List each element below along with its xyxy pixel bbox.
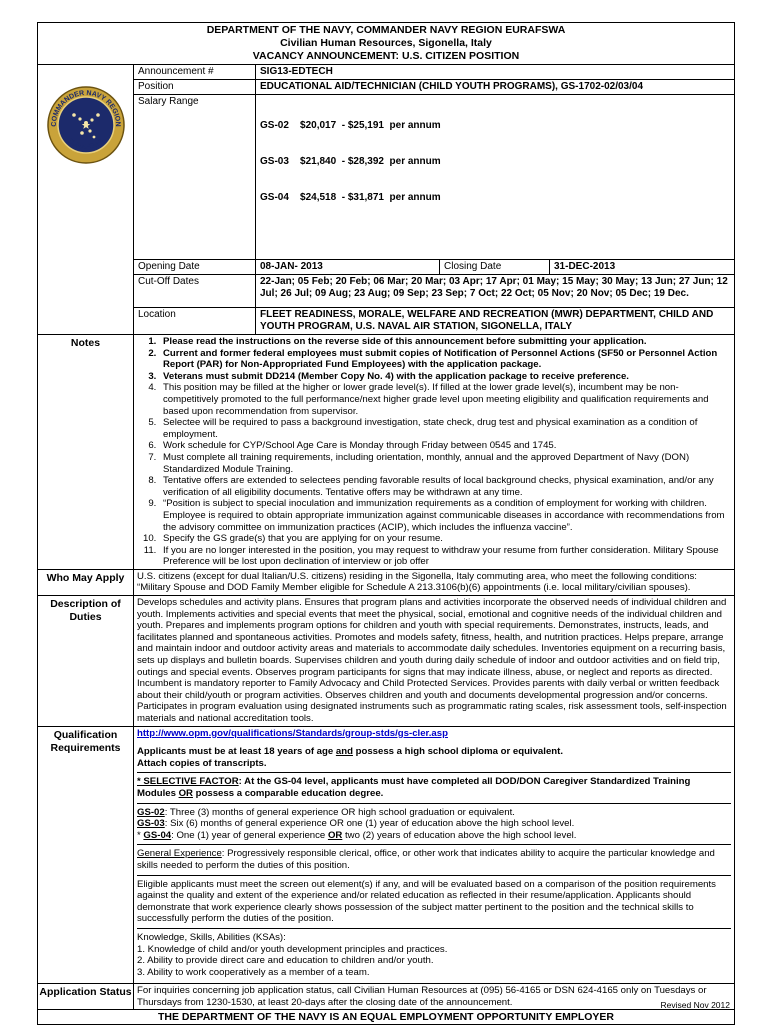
age-requirement: Applicants must be at least 18 years of age and possess a high school diploma or equivalent. — [137, 746, 563, 758]
ksa-item: 3. Ability to work cooperatively as a member of a team. — [137, 966, 370, 978]
eeo-statement: THE DEPARTMENT OF THE NAVY IS AN EQUAL EMPLOYMENT OPPORTUNITY EMPLOYER — [157, 1011, 614, 1024]
who-may-apply-section — [38, 570, 734, 596]
position-label: Position — [134, 80, 256, 94]
who-may-apply-label: Who May Apply — [38, 570, 134, 595]
selective-factor: * SELECTIVE FACTOR: At the GS-04 level, applicants must have completed all DOD/DON Caregiver Standardized Training Modules OR possess a comparable education degree. — [137, 772, 731, 799]
notes-content — [134, 335, 734, 569]
ksa-title: Knowledge, Skills, Abilities (KSAs): — [137, 931, 286, 943]
salary-line: GS-02 $20,017 - $25,191 per annum — [260, 120, 441, 131]
vacancy-announcement — [37, 22, 735, 1025]
ksa-item: 1. Knowledge of child and/or youth development principles and practices. — [137, 943, 448, 955]
salary-row — [134, 95, 734, 260]
qualifications-label: Qualification Requirements — [38, 727, 134, 984]
header-line-2: Civilian Human Resources, Sigonella, Italy — [280, 37, 492, 49]
eligibility-text: Eligible applicants must meet the screen out element(s) if any, and will be evaluated based on a comparison of the position requirements against the quality and extent of the experience and/or related education as reflected in their resume/application. Applicants should demonstrate that work experience clearly shows possession of the subject matter pertinent to the position and the technical skills to successfully perform the duties of the position. — [137, 875, 731, 925]
grade-requirements — [137, 803, 731, 842]
who-may-apply-text: U.S. citizens (except for dual Italian/U.S. citizens) residing in the Sigonella, Italy commuting area, who meet the following conditions: “Military Spouse and DOD Family Member eligible for Schedule A 213.3106(b)(6) appointments (i.e. local military/civilian spouses). — [137, 570, 697, 594]
position-value: EDUCATIONAL AID/TECHNICIAN (CHILD YOUTH PROGRAMS), GS-1702-02/03/04 — [260, 81, 644, 92]
announcement-number-row — [134, 65, 734, 80]
note-item: 6. Work schedule for CYP/School Age Care is Monday through Friday between 0545 and 1745. — [159, 440, 731, 452]
location-value: FLEET READINESS, MORALE, WELFARE AND RECREATION (MWR) DEPARTMENT, CHILD AND YOUTH PROGRAM, U.S. NAVAL AIR STATION, SIGONELLA, ITALY — [260, 309, 714, 332]
opening-date-value: 08-JAN- 2013 — [256, 260, 440, 274]
note-item: 7. Must complete all training requirements, including orientation, monthly, annual and the approved Department of Navy (DON) Standardized Module Training. — [159, 452, 731, 475]
duties-label: Description of Duties — [38, 596, 134, 726]
closing-date-value: 31-DEC-2013 — [554, 261, 616, 272]
header-line-1: DEPARTMENT OF THE NAVY, COMMANDER NAVY REGION EURAFSWA — [206, 24, 566, 36]
note-item: 1. Please read the instructions on the reverse side of this announcement before submitting your application. — [159, 336, 731, 348]
svg-text:COMMANDER NAVY REGION: COMMANDER NAVY REGION — [50, 89, 121, 127]
svg-text:EURAFSWA: EURAFSWA — [65, 137, 106, 151]
qualification-standards-link[interactable]: http://www.opm.gov/qualifications/Standards/group-stds/gs-cler.asp — [137, 727, 448, 739]
grade-item: GS-02: Three (3) months of general experience OR high school graduation or equivalent. — [137, 806, 515, 818]
announcement-number-label: Announcement # — [134, 65, 256, 79]
note-item: 5. Selectee will be required to pass a background investigation, state check, drug test and physical examination as a condition of employment. — [159, 417, 731, 440]
notes-list — [137, 336, 731, 568]
closing-date-label: Closing Date — [440, 260, 550, 274]
transcripts-note: Attach copies of transcripts. — [137, 757, 267, 769]
cutoff-label: Cut-Off Dates — [134, 275, 256, 307]
revision-date: Revised Nov 2012 — [660, 1000, 730, 1010]
duties-section — [38, 596, 734, 727]
note-item: 11. If you are no longer interested in the position, you may request to withdraw your resume from further consideration. Military Spouse Preference will be lost upon declination of interview or job offer — [159, 545, 731, 568]
ksa-item: 2. Ability to provide direct care and education to children and/or youth. — [137, 955, 434, 967]
grade-item: * GS-04: One (1) year of general experience OR two (2) years of education above the high school level. — [137, 829, 577, 841]
opening-date-label: Opening Date — [134, 260, 256, 274]
salary-values — [256, 95, 734, 259]
note-item: 10. Specify the GS grade(s) that you are applying for on your resume. — [159, 533, 731, 545]
application-status-text: For inquiries concerning job application status, call Civilian Human Resources at (095) 56-4165 or DSN 624-4165 only on Tuesdays or Thursdays from 1230-1530, at least 20-days after the closing date of the announcement. — [137, 985, 707, 1008]
qualifications-content — [134, 727, 734, 984]
qualifications-section — [38, 727, 734, 985]
application-status-section — [38, 984, 734, 1010]
document-header — [38, 23, 734, 65]
cutoff-row — [134, 275, 734, 308]
note-item: 4. This position may be filled at the higher or lower grade level(s). If filled at the lower grade level(s), incumbent may be non-competitively promoted to the full performance/next higher grade level upon meeting eligibility and qualification requirements and based upon recommendation from supervisor. — [159, 382, 731, 417]
notes-section — [38, 335, 734, 570]
ksa-section — [137, 928, 731, 982]
announcement-info-section — [38, 65, 734, 335]
notes-label: Notes — [38, 335, 134, 569]
note-item: 8. Tentative offers are extended to selectees pending favorable results of local background checks, physical examination, and/or any verification of all eligibility documents. Tentative offers may be withdrawn at any time. — [159, 475, 731, 498]
info-table — [134, 65, 734, 334]
position-row — [134, 80, 734, 95]
note-item: 3. Veterans must submit DD214 (Member Copy No. 4) with the application package to receive preference. — [159, 371, 731, 383]
navy-region-seal-icon — [46, 85, 126, 165]
location-row — [134, 308, 734, 334]
note-item: 9. “Position is subject to special inoculation and immunization requirements as a condition of employment for working with children. Employee is required to obtain appropriate immunization against communicable diseases in accordance with recommendations from the advisory committee on immunization practices (ACIP), which includes the influenza vaccine”. — [159, 498, 731, 533]
salary-label: Salary Range — [134, 95, 256, 259]
header-line-3: VACANCY ANNOUNCEMENT: U.S. CITIZEN POSITION — [252, 50, 520, 62]
salary-line: GS-03 $21,840 - $28,392 per annum — [260, 156, 441, 167]
cutoff-value — [256, 275, 734, 307]
dates-row — [134, 260, 734, 275]
application-status-label: Application Status — [38, 984, 134, 1009]
cutoff-dates-text: 22-Jan; 05 Feb; 20 Feb; 06 Mar; 20 Mar; 03 Apr; 17 Apr; 01 May; 15 May; 30 May; 13 Jun; 27 Jun; 12 Jul; 26 Jul; 09 Aug; 23 Aug; 09 Sep; 23 Sep; 7 Oct; 22 Oct; 05 Nov; 20 Nov; 05 Dec; 19 Dec. — [260, 276, 728, 299]
seal-cell — [38, 65, 134, 334]
location-label: Location — [134, 308, 256, 334]
duties-text: Develops schedules and activity plans. Ensures that program plans and activities incorporate the observed needs of individual children and youth. Implements activities and special events that meet the physical, social, emotional and cognitive needs of the individual children and youth. Prepares and implements program options for children and youth with special requirements. Demonstrates, instructs, leads, and facilitates planned and spontaneous activities. Promotes and models safety, fitness, health, and nutrition practices. Helps prepare, arrange and maintain indoor and outdoor activity areas and materials to accommodate daily schedules. Inventories equipment on a recurring basis, sets up displays and bulletin boards. Supervises children and youth during daily schedule of indoor and outdoor activities and on field trip, outings and special events. Observes program participants for signs that may indicate illness, abuse, or neglect and reports as directed. Incumbent is mandatory reporter to Family Advocacy and Child Protected Services. Provides parents with daily verbal or written feedback about their child/youth or program activities. Observes children and youth and documents developmental progression and/or concerns. Participates in program evaluation using designated instruments such as programmatic rating scales, risk assessment tools, self-inspection materials and national accreditation tools. — [137, 597, 727, 724]
note-item: 2. Current and former federal employees must submit copies of Notification of Personnel Actions (SF50 or Personnel Action Report (PAR) for Non-Appropriated Fund Employees) with the application package. — [159, 348, 731, 371]
grade-item: GS-03: Six (6) months of general experience OR one (1) year of education above the high school level. — [137, 818, 575, 830]
announcement-number-value: SIG13-EDTECH — [260, 66, 333, 77]
general-experience: General Experience: Progressively responsible clerical, office, or other work that indicates ability to acquire the particular knowledge and skills needed to perform the duties of this position. — [137, 844, 731, 871]
salary-line: GS-04 $24,518 - $31,871 per annum — [260, 192, 441, 203]
